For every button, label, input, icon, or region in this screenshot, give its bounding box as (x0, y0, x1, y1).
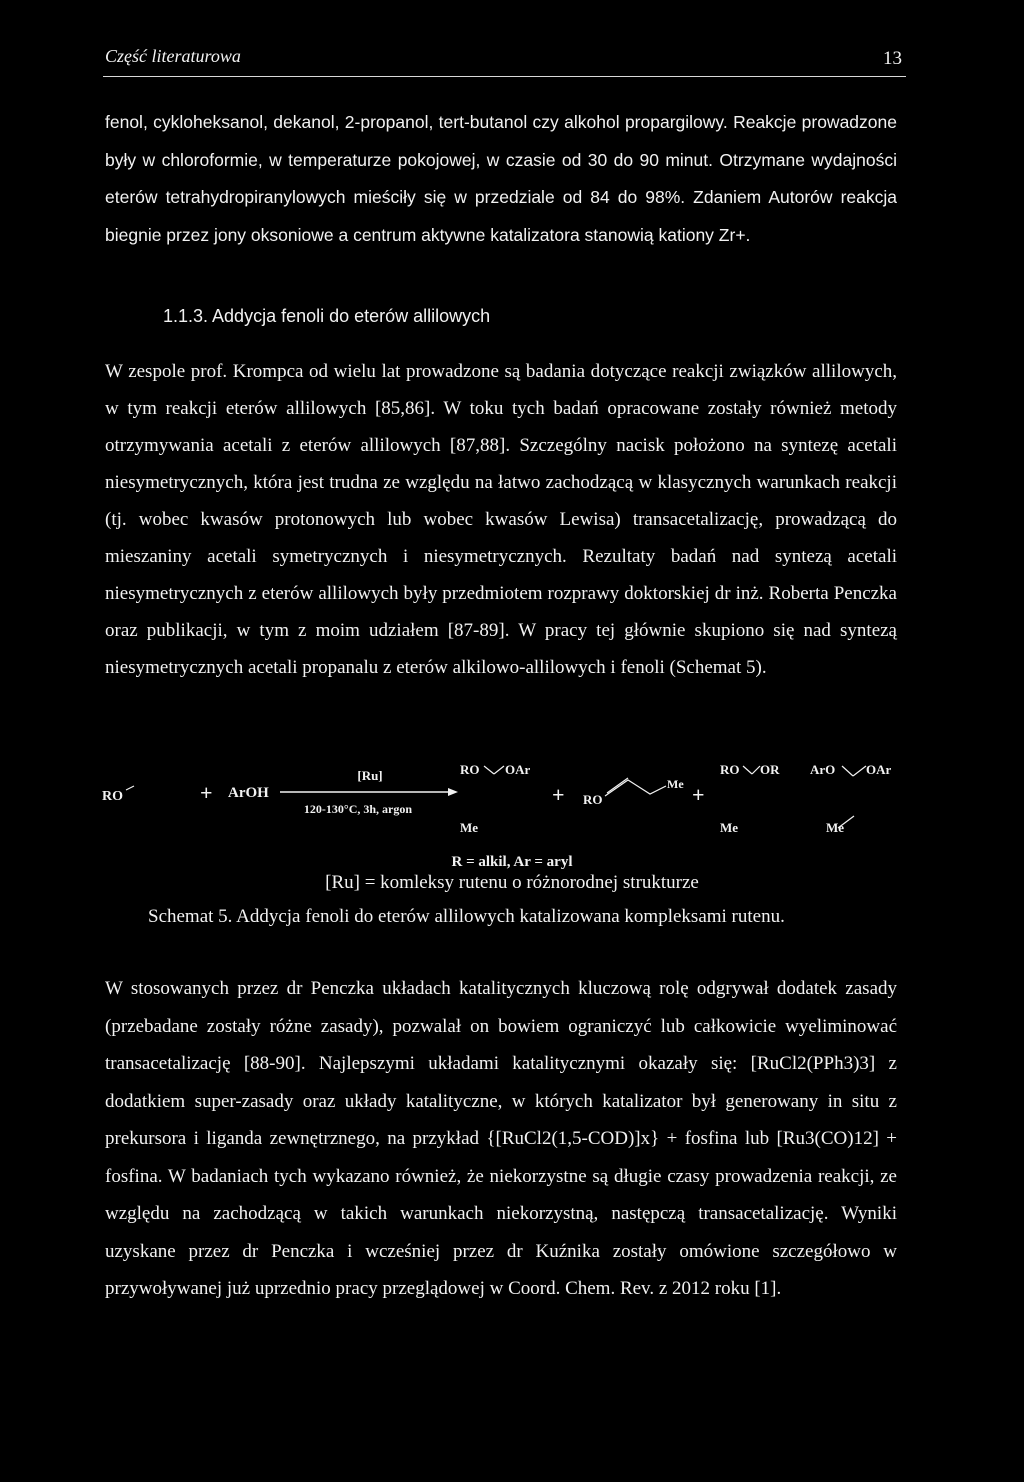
plus-sign-3: + (692, 782, 705, 807)
scheme-caption: Schemat 5. Addycja fenoli do eterów allilowych katalizowana kompleksami rutenu. (148, 906, 785, 927)
page-number: 13 (883, 48, 902, 69)
reaction-scheme (100, 752, 910, 862)
reactant-allyl-ether: RO (102, 789, 123, 804)
product1-me: Me (460, 820, 479, 835)
running-title: Część literaturowa (105, 46, 241, 66)
section-heading: 1.1.3. Addycja fenoli do eterów allilowych (163, 306, 491, 326)
product4-me: Me (826, 820, 845, 835)
product3-ro: RO (720, 762, 740, 777)
product4-aro: ArO (810, 762, 836, 777)
scheme-legend-catalyst: [Ru] = komleksy rutenu o różnorodnej strukturze (325, 872, 699, 893)
conditions-label: 120-130°C, 3h, argon (303, 802, 413, 816)
plus-sign-1: + (200, 780, 213, 805)
paragraph-3: W stosowanych przez dr Penczka układach katalitycznych kluczową rolę odgrywał dodatek zasady (przebadane zostały różne zasady), pozwalał on bowiem ograniczyć lub całkowicie wyeliminować transacetalizację [88-90]. Najlepszymi układami katalitycznymi okazały się: [RuCl2(PPh3)3] z dodatkiem super-zasady oraz układy katalityczne, w których katalizator był generowany in situ z prekursora i liganda zewnętrznego, na przykład {[RuCl2(1,5-COD)]x} + fosfina lub [Ru3(CO)12] + fosfina. W badaniach tych wykazano również, że niekorzystne są długie czasy prowadzenia reakcji, ze względu na zachodzącą w takich warunkach niekorzystną, następczą transacetalizację. Wyniki uzyskane przez dr Penczka i wcześniej przez dr Kuźnika zostały omówione szczegółowo w przywoływanej już uprzednio pracy przeglądowej w Coord. Chem. Rev. z 2012 roku [1]. (105, 978, 897, 1299)
paragraph-1: fenol, cykloheksanol, dekanol, 2-propanol, tert-butanol czy alkohol propargilowy. Reakcje prowadzone były w chloroformie, w temperaturze pokojowej, w czasie od 30 do 90 minut. Otrzymane wydajności eterów tetrahydropiranylowych mieściły się w przedziale od 84 do 98%. Zdaniem Autorów reakcja biegnie przez jony oksoniowe a centrum aktywne katalizatora stanowią kationy Zr+. (105, 112, 897, 245)
product2-me: Me (667, 777, 684, 791)
page-header (105, 46, 905, 76)
product3-or: OR (760, 762, 780, 777)
reactant-phenol: ArOH (228, 785, 269, 801)
reactant-bond (126, 786, 134, 790)
plus-sign-2: + (552, 782, 565, 807)
header-rule (103, 76, 906, 77)
product3-me: Me (720, 820, 739, 835)
product2-ro: RO (583, 792, 603, 807)
paragraph-2: W zespole prof. Krompca od wielu lat prowadzone są badania dotyczące reakcji związków allilowych, w tym reakcji eterów allilowych [85,86]. W toku tych badań opracowane zostały również metody otrzymywania acetali z eterów allilowych [87,88]. Szczególny nacisk położono na syntezę acetali niesymetrycznych, która jest trudna ze względu na łatwo zachodzącą w klasycznych warunkach reakcji (tj. wobec kwasów protonowych lub wobec kwasów Lewisa) transacetalizację, prowadzącą do mieszaniny acetali symetrycznych i niesymetrycznych. Rezultaty badań nad syntezą acetali niesymetrycznych z eterów allilowych były przedmiotem rozprawy doktorskiej dr inż. Roberta Penczka oraz publikacji, w tym z moim udziałem [87-89]. W pracy tej głównie skupiono się nad syntezą niesymetrycznych acetali propanalu z eterów alkilowo-allilowych i fenoli (Schemat 5). (105, 361, 897, 678)
catalyst-label: [Ru] (357, 768, 383, 783)
product1-oar: OAr (505, 762, 531, 777)
product4-oar: OAr (866, 762, 892, 777)
scheme-legend-symbols: R = alkil, Ar = aryl (451, 854, 573, 870)
arrow-head (448, 788, 458, 796)
product1-ro: RO (460, 762, 480, 777)
